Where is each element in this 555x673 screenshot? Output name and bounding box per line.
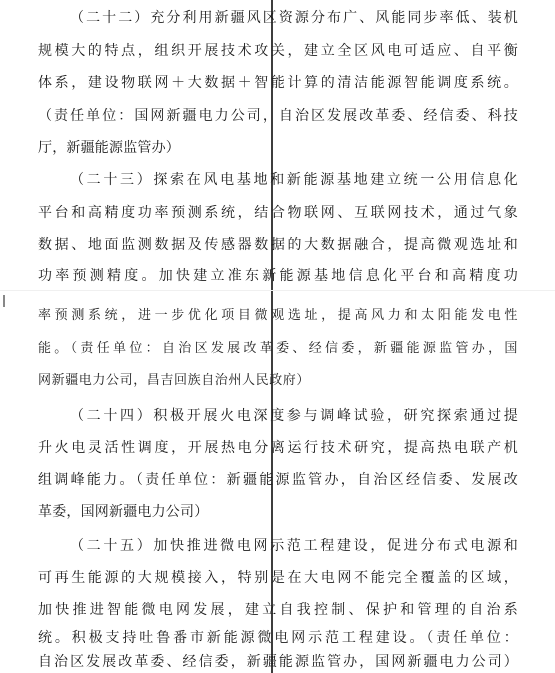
paragraph-23-line-4: 功率预测精度。加快建立准东新能源基地信息化平台和高精度功	[38, 268, 518, 284]
scan-seam	[0, 290, 555, 291]
paragraph-25-line-5: 自治区发展改革委、经信委，新疆能源监管办，国网新疆电力公司）	[38, 654, 518, 670]
paragraph-22-line-5: 厅，新疆能源监管办）	[38, 140, 180, 156]
paragraph-24-line-1: （二十四）积极开展火电深度参与调峰试验，研究探索通过提	[70, 408, 518, 424]
paragraph-23-line-2: 平台和高精度功率预测系统，结合物联网、互联网技术，通过气象	[38, 205, 518, 221]
paragraph-22-line-3: 体系，建设物联网＋大数据＋智能计算的清洁能源智能调度系统。	[38, 75, 518, 91]
paragraph-25-line-3: 加快推进智能微电网发展，建立自我控制、保护和管理的自治系	[38, 602, 518, 618]
paragraph-22-line-4: （责任单位：国网新疆电力公司，自治区发展改革委、经信委、科技	[38, 108, 518, 124]
paragraph-24-line-3: 组调峰能力。（责任单位：新疆能源监管办，自治区经信委、发展改	[38, 472, 518, 488]
paragraph-23-line-3: 数据、地面监测数据及传感器数据的大数据融合，提高微观选址和	[38, 237, 518, 253]
paragraph-25-line-2: 可再生能源的大规模接入，特别是在大电网不能完全覆盖的区域，	[38, 570, 518, 586]
paragraph-22-line-1: （二十二）充分利用新疆风区资源分布广、风能同步率低、装机	[70, 10, 518, 26]
margin-mark	[3, 295, 5, 307]
paragraph-23-line-7: 网新疆电力公司，昌吉回族自治州人民政府）	[38, 373, 311, 388]
paragraph-25-line-1: （二十五）加快推进微电网示范工程建设，促进分布式电源和	[70, 538, 518, 554]
paragraph-22-line-2: 规模大的特点，组织开展技术攻关，建立全区风电可适应、自平衡	[38, 43, 518, 59]
paragraph-25-line-4: 统。积极支持吐鲁番市新能源微电网示范工程建设。（责任单位：	[38, 630, 518, 646]
paragraph-23-line-5: 率预测系统，进一步优化项目微观选址，提高风力和太阳能发电性	[38, 308, 518, 323]
paragraph-24-line-4: 革委，国网新疆电力公司）	[38, 504, 209, 520]
paragraph-23-line-1: （二十三）探索在风电基地和新能源基地建立统一公用信息化	[70, 172, 518, 188]
paragraph-23-line-6: 能。（责任单位：自治区发展改革委、经信委，新疆能源监管办，国	[38, 341, 518, 356]
paragraph-24-line-2: 升火电灵活性调度，开展热电分离运行技术研究，提高热电联产机	[38, 440, 518, 456]
